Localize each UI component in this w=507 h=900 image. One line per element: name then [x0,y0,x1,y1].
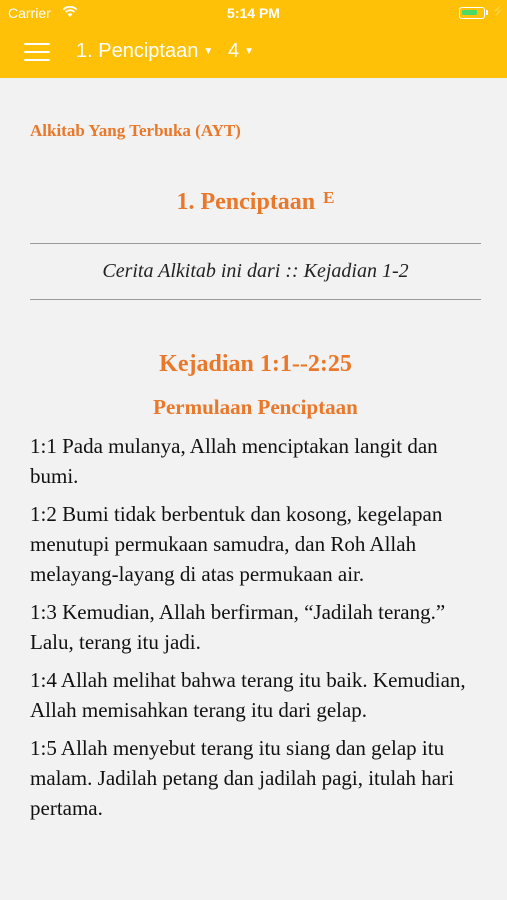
section-title: Permulaan Penciptaan [153,395,358,419]
divider-top [30,243,481,244]
chapter-selector[interactable] [228,40,254,63]
story-title-text: 1. Penciptaan [176,189,316,215]
status-bar [0,0,507,28]
caret-down-icon: ▼ [244,46,255,58]
verse: 1:2 Bumi tidak berbentuk dan kosong, kegelapan menutupi permukaan samudra, dan Roh Allah melayang-layang di atas permukaan air. [30,502,443,586]
clock: 5:14 PM [227,5,280,21]
reading-content[interactable] [30,78,481,831]
passage-reference: Kejadian 1:1--2:25 [159,351,352,377]
verse: 1:4 Allah melihat bahwa terang itu baik. Kemudian, Allah memisahkan terang itu dari gelap. [30,668,466,722]
verse-list [30,431,481,823]
nav-bar [0,28,507,78]
charging-icon: ⚡ [491,4,506,18]
verse: 1:1 Pada mulanya, Allah menciptakan langit dan bumi. [30,434,438,488]
bible-version: Alkitab Yang Terbuka (AYT) [30,121,241,140]
book-label: 1. Penciptaan [76,40,199,62]
menu-icon[interactable] [24,41,52,63]
chapter-label: 4 [228,40,240,62]
battery-icon [459,7,485,19]
story-title [30,188,481,216]
verse: 1:3 Kemudian, Allah berfirman, “Jadilah terang.” Lalu, terang itu jadi. [30,600,446,654]
verse: 1:5 Allah menyebut terang itu siang dan gelap itu malam. Jadilah petang dan jadilah pagi, itulah hari pertama. [30,736,454,820]
source-reference: Cerita Alkitab ini dari :: Kejadian 1-2 [102,260,409,282]
story-marker: E [323,188,335,207]
carrier-label: Carrier [8,5,51,21]
book-selector[interactable] [76,40,213,63]
caret-down-icon: ▼ [203,46,214,58]
divider-bottom [30,299,481,300]
